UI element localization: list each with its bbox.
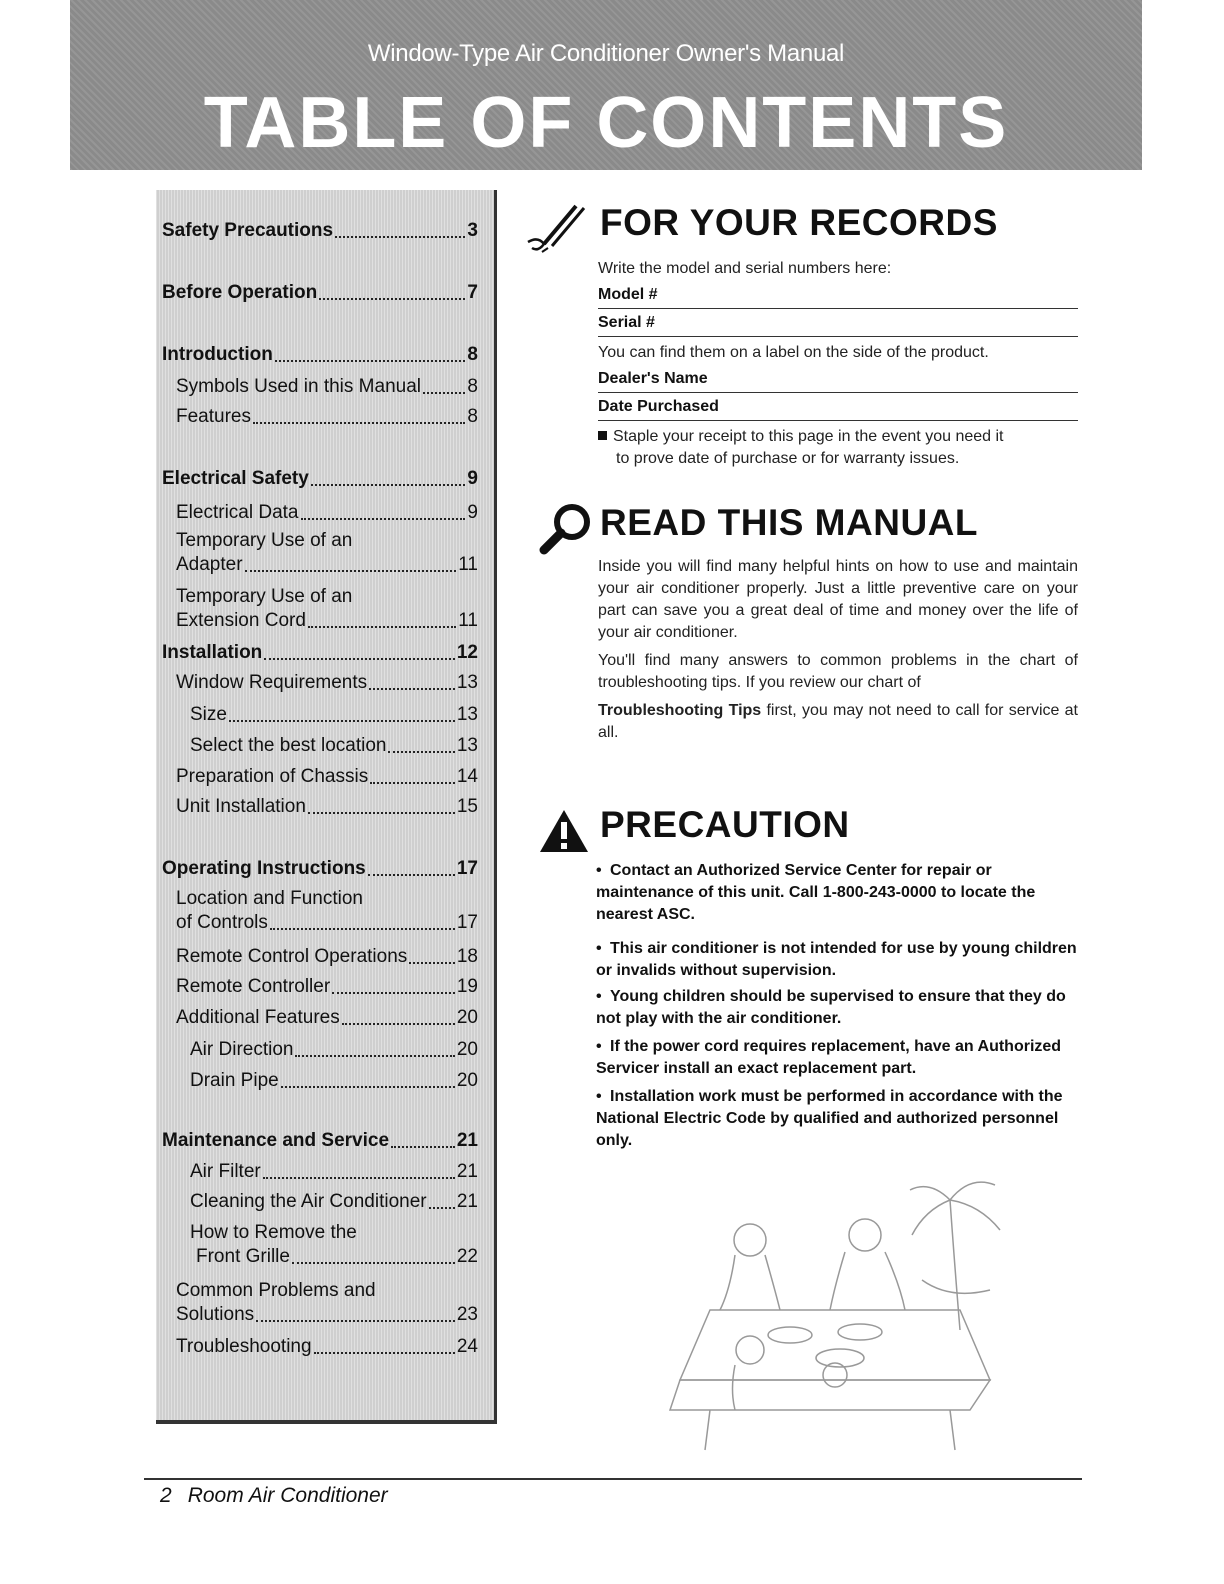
toc-entry-before-operation[interactable]: Before Operation 7 — [162, 282, 478, 303]
precaution-item: • If the power cord requires replacement, have an Authorized Servicer install an exact replacement part. — [596, 1038, 1062, 1077]
toc-entry-location-function-line1: Location and Function — [176, 888, 363, 909]
toc-entry-safety[interactable]: Safety Precautions 3 — [162, 220, 478, 241]
header-banner — [70, 0, 1142, 170]
toc-entry-remove-grille[interactable]: Front Grille 22 — [196, 1246, 478, 1267]
page-footer — [160, 1484, 388, 1508]
table-of-contents — [156, 190, 497, 1424]
toc-entry-preparation-chassis[interactable]: Preparation of Chassis 14 — [176, 766, 478, 787]
warning-triangle-icon — [538, 808, 590, 854]
staple-receipt-note: Staple your receipt to this page in the event you need it to prove date of purchase or for warranty issues. — [598, 426, 1088, 470]
serial-number-field[interactable]: Serial # — [598, 314, 1078, 337]
toc-entry-unit-installation[interactable]: Unit Installation 15 — [176, 796, 478, 817]
toc-entry-operating-instructions[interactable]: Operating Instructions 17 — [162, 858, 478, 879]
read-manual-paragraph-2: You'll find many answers to common problems in the chart of troubleshooting tips. If you review our chart of — [598, 652, 1078, 691]
toc-entry-size[interactable]: Size 13 — [190, 704, 478, 725]
date-purchased-field[interactable]: Date Purchased — [598, 398, 1078, 421]
precaution-item: • Installation work must be performed in accordance with the National Electric Code by qualified and authorized personnel only. — [596, 1088, 1063, 1149]
precaution-item: • Young children should be supervised to ensure that they do not play with the air conditioner. — [596, 988, 1066, 1027]
toc-entry-window-requirements[interactable]: Window Requirements 13 — [176, 672, 478, 693]
toc-entry-common-problems[interactable]: Solutions 23 — [176, 1304, 478, 1325]
toc-entry-symbols[interactable]: Symbols Used in this Manual 8 — [176, 376, 478, 397]
toc-entry-temp-adapter[interactable]: Adapter 11 — [176, 554, 478, 575]
footer-title: Room Air Conditioner — [187, 1484, 388, 1507]
dealer-name-field[interactable]: Dealer's Name — [598, 370, 1078, 393]
records-label-location: You can find them on a label on the side of the product. — [598, 344, 989, 361]
toc-entry-troubleshooting[interactable]: Troubleshooting 24 — [176, 1336, 478, 1357]
model-number-field[interactable]: Model # — [598, 286, 1078, 309]
precaution-item: • This air conditioner is not intended for use by young children or invalids without supervision. — [596, 940, 1077, 979]
toc-entry-best-location[interactable]: Select the best location 13 — [190, 735, 478, 756]
precaution-item: • Contact an Authorized Service Center for repair or maintenance of this unit. Call 1-800-243-0000 to locate the nearest ASC. — [596, 862, 1036, 923]
read-manual-paragraph-1: Inside you will find many helpful hints on how to use and maintain your air conditioner properly. Just a little preventive care on your part can save you a great deal of time and money over the life of your air conditioner. — [598, 558, 1078, 641]
square-bullet-icon — [598, 431, 607, 440]
toc-entry-electrical-data[interactable]: Electrical Data 9 — [176, 502, 478, 523]
read-manual-paragraph-3: Troubleshooting Tips first, you may not need to call for service at all. — [598, 702, 1079, 741]
picnic-illustration — [650, 1160, 1020, 1460]
precaution-heading: PRECAUTION — [600, 804, 850, 845]
toc-entry-temp-extension[interactable]: Extension Cord 11 — [176, 610, 478, 631]
toc-entry-drain-pipe[interactable]: Drain Pipe 20 — [190, 1070, 478, 1091]
manual-subtitle: Window-Type Air Conditioner Owner's Manual — [367, 40, 845, 67]
toc-entry-remote-controller[interactable]: Remote Controller 19 — [176, 976, 478, 997]
toc-entry-features[interactable]: Features 8 — [176, 406, 478, 427]
toc-entry-temp-adapter-line1: Temporary Use of an — [176, 530, 353, 551]
toc-entry-installation[interactable]: Installation 12 — [162, 642, 478, 663]
page-title: TABLE OF CONTENTS — [203, 83, 1009, 163]
page-number: 2 — [160, 1484, 172, 1507]
toc-entry-remove-grille-line1: How to Remove the — [190, 1222, 357, 1243]
toc-entry-introduction[interactable]: Introduction 8 — [162, 344, 478, 365]
toc-entry-maintenance[interactable]: Maintenance and Service 21 — [162, 1130, 478, 1151]
records-heading: FOR YOUR RECORDS — [600, 202, 998, 243]
magnifying-glass-icon — [538, 500, 594, 556]
toc-entry-electrical-safety[interactable]: Electrical Safety 9 — [162, 468, 478, 489]
toc-entry-air-direction[interactable]: Air Direction 20 — [190, 1039, 478, 1060]
toc-entry-location-function[interactable]: of Controls 17 — [176, 912, 478, 933]
toc-entry-common-problems-line1: Common Problems and — [176, 1280, 376, 1301]
records-intro: Write the model and serial numbers here: — [598, 260, 892, 277]
toc-entry-temp-extension-line1: Temporary Use of an — [176, 586, 353, 607]
toc-entry-cleaning[interactable]: Cleaning the Air Conditioner 21 — [190, 1191, 478, 1212]
toc-entry-air-filter[interactable]: Air Filter 21 — [190, 1161, 478, 1182]
toc-entry-additional-features[interactable]: Additional Features 20 — [176, 1007, 478, 1028]
pen-checkmark-icon — [524, 202, 594, 258]
footer-divider — [144, 1478, 1082, 1480]
read-manual-heading: READ THIS MANUAL — [600, 502, 978, 543]
toc-entry-remote-control-operations[interactable]: Remote Control Operations 18 — [176, 946, 478, 967]
